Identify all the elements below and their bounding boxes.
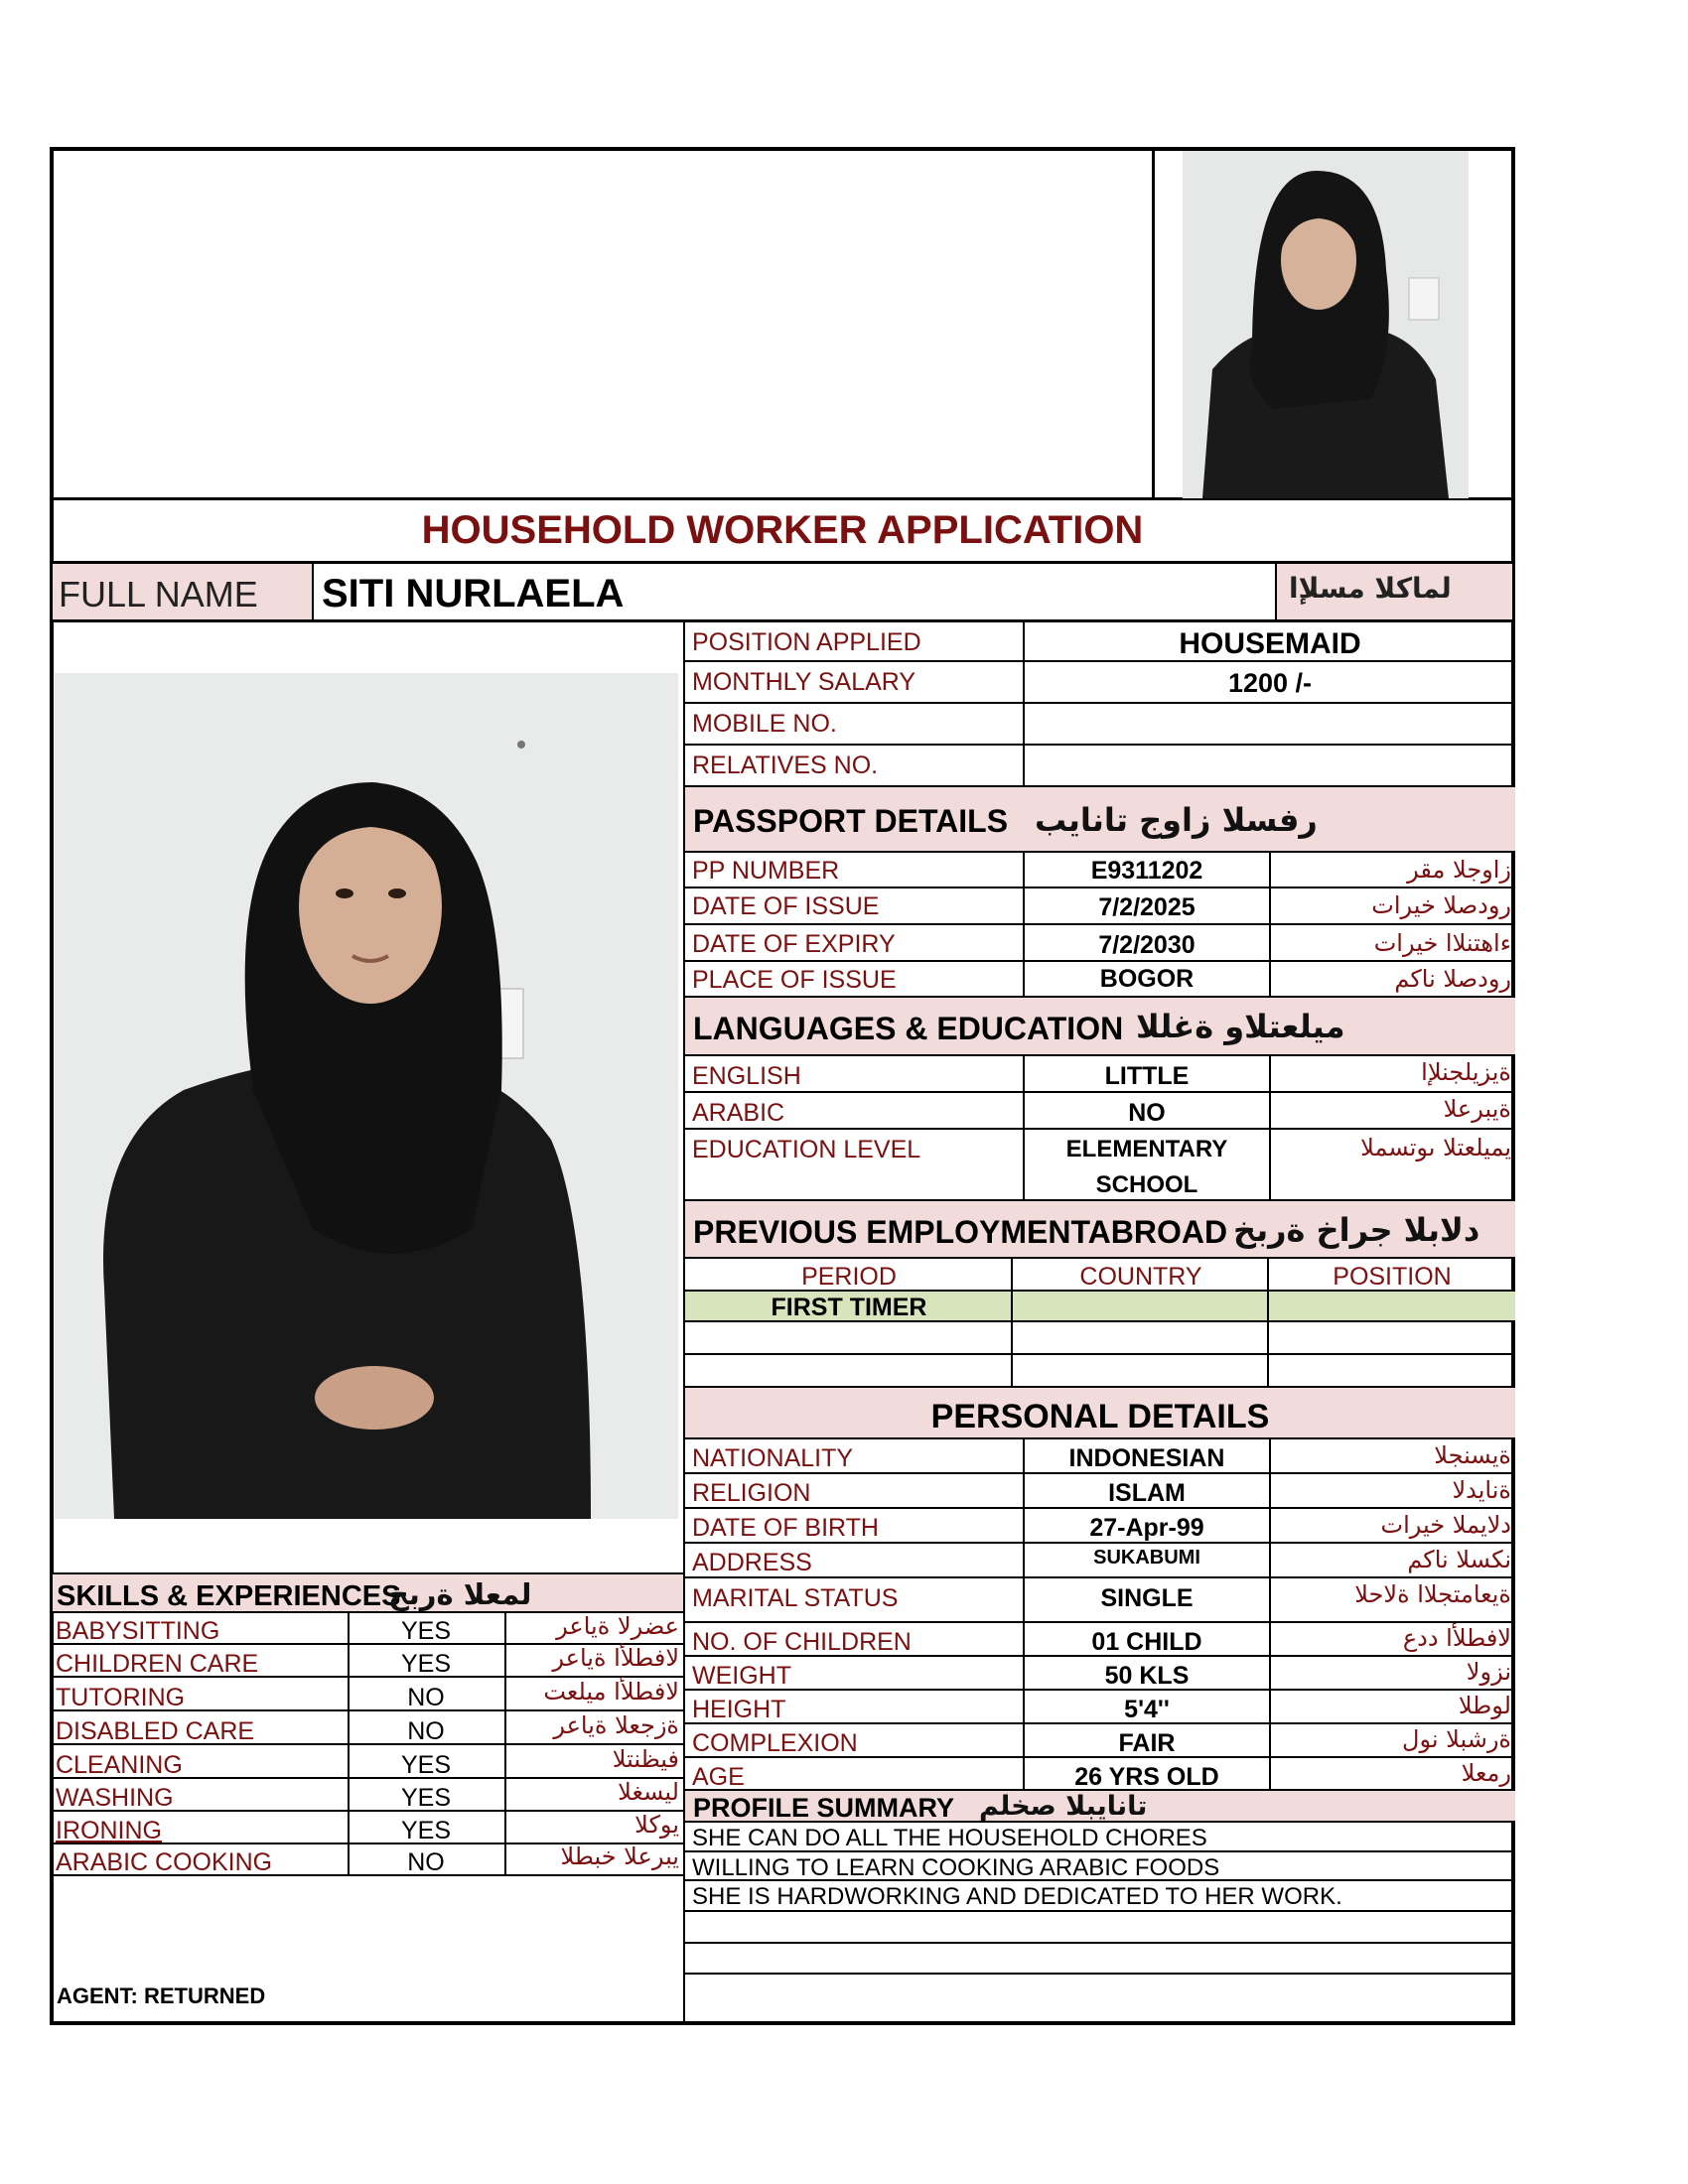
employment-period-1: FIRST TIMER — [771, 1294, 927, 1321]
education-level-label: EDUCATION LEVEL — [692, 1136, 921, 1163]
monthly-salary-value: 1200 /- — [1227, 668, 1313, 698]
complexion-value: FAIR — [1118, 1729, 1176, 1757]
complexion-label: COMPLEXION — [692, 1729, 858, 1757]
tutoring-label: TUTORING — [56, 1684, 186, 1711]
profile-title: PROFILE SUMMARY — [693, 1793, 954, 1823]
place-of-issue-value: BOGOR — [1099, 965, 1195, 993]
full-name-arabic: لماكلا مسلإا — [1289, 572, 1452, 605]
english-value: LITTLE — [1104, 1062, 1190, 1090]
monthly-salary-label: MONTHLY SALARY — [692, 668, 916, 696]
position-applied-value: HOUSEMAID — [1179, 627, 1361, 660]
age-arabic: رمعلا — [1461, 1759, 1511, 1787]
date-of-expiry-value: 7/2/2030 — [1098, 931, 1196, 959]
form-title-row — [50, 499, 1515, 561]
address-arabic: نكسلا ناكم — [1407, 1546, 1511, 1573]
date-of-issue-label: DATE OF ISSUE — [692, 892, 880, 920]
arabic-language-arabic: ةيبرعلا — [1443, 1095, 1511, 1123]
languages-header — [685, 998, 1515, 1056]
ironing-value: YES — [400, 1817, 452, 1844]
date-of-issue-arabic: رودصلا خيرات — [1371, 891, 1511, 919]
tutoring-value: NO — [407, 1684, 445, 1711]
religion-arabic: ةنايدلا — [1452, 1476, 1511, 1504]
portrait-photo-small — [1183, 151, 1469, 498]
skills-header — [53, 1572, 683, 1613]
form-title: HOUSEHOLD WORKER APPLICATION — [421, 508, 1144, 552]
date-of-issue-value: 7/2/2025 — [1098, 893, 1196, 921]
weight-value: 50 KLS — [1104, 1662, 1190, 1690]
personal-title: PERSONAL DETAILS — [930, 1398, 1270, 1435]
cleaning-label: CLEANING — [56, 1751, 183, 1779]
education-level-value: ELEMENTARY SCHOOL — [1065, 1136, 1228, 1198]
marital-status-arabic: ةيعامتجلاا ةلاحلا — [1354, 1580, 1511, 1608]
place-of-issue-label: PLACE OF ISSUE — [692, 966, 897, 994]
babysitting-value: YES — [400, 1617, 452, 1645]
weight-arabic: نزولا — [1466, 1658, 1511, 1686]
skills-title: SKILLS & EXPERIENCES — [57, 1580, 401, 1612]
languages-title: LANGUAGES & EDUCATION — [693, 1011, 1124, 1046]
no-of-children-value: 01 CHILD — [1091, 1628, 1202, 1656]
nationality-arabic: ةيسنجلا — [1434, 1441, 1511, 1469]
religion-label: RELIGION — [692, 1479, 811, 1507]
arabic-cooking-arabic: يبرعلا خبطلا — [560, 1843, 679, 1870]
children-care-label: CHILDREN CARE — [56, 1650, 259, 1678]
date-of-birth-label: DATE OF BIRTH — [692, 1514, 879, 1542]
employment-title: PREVIOUS EMPLOYMENTABROAD — [693, 1214, 1228, 1250]
cleaning-value: YES — [400, 1751, 452, 1779]
nationality-label: NATIONALITY — [692, 1444, 854, 1472]
pp-number-value: E9311202 — [1090, 857, 1203, 885]
skills-arabic: لمعلا ةربخ — [388, 1577, 532, 1611]
weight-label: WEIGHT — [692, 1662, 791, 1690]
pp-number-label: PP NUMBER — [692, 857, 840, 885]
english-label: ENGLISH — [692, 1062, 801, 1090]
marital-status-value: SINGLE — [1100, 1584, 1194, 1612]
age-label: AGE — [692, 1763, 745, 1791]
full-name-value: SITI NURLAELA — [322, 572, 625, 615]
washing-label: WASHING — [56, 1784, 174, 1812]
full-name-label: FULL NAME — [59, 574, 258, 614]
religion-value: ISLAM — [1108, 1479, 1186, 1507]
employment-header-position: POSITION — [1333, 1263, 1452, 1291]
complexion-arabic: ةرشبلا نول — [1402, 1725, 1511, 1753]
profile-line-2: WILLING TO LEARN COOKING ARABIC FOODS — [692, 1854, 1220, 1881]
no-of-children-arabic: لافطلأا ددع — [1402, 1624, 1511, 1652]
employment-arabic: دلابلا جراخ ةربخ — [1233, 1211, 1480, 1249]
mobile-no-label: MOBILE NO. — [692, 710, 837, 738]
disabled-care-label: DISABLED CARE — [56, 1717, 255, 1745]
english-arabic: ةيزيلجنلإا — [1421, 1058, 1511, 1086]
profile-arabic: تانايبلا صخلم — [979, 1791, 1148, 1822]
arabic-language-label: ARABIC — [692, 1099, 785, 1127]
tutoring-arabic: لافطلأا ميلعت — [543, 1678, 679, 1706]
address-label: ADDRESS — [692, 1549, 812, 1576]
cleaning-arabic: فيظنتلا — [612, 1745, 679, 1773]
employment-header — [685, 1201, 1515, 1259]
place-of-issue-arabic: رودصلا ناكم — [1394, 965, 1511, 993]
passport-arabic: رفسلا زاوج تانايب — [1035, 801, 1318, 839]
disabled-care-value: NO — [407, 1717, 445, 1745]
full-name-arabic-cell — [1277, 564, 1512, 619]
education-level-arabic: يميلعتلا ىوتسملا — [1360, 1134, 1511, 1161]
profile-header — [685, 1791, 1515, 1823]
height-value: 5'4'' — [1124, 1696, 1170, 1723]
full-name-label-cell — [53, 564, 312, 619]
age-value: 26 YRS OLD — [1074, 1763, 1219, 1791]
children-care-value: YES — [400, 1650, 452, 1678]
disabled-care-arabic: ةزجعلا ةياعر — [553, 1711, 679, 1739]
table-row — [685, 1355, 1515, 1388]
photo-box-divider — [1152, 147, 1155, 499]
employment-header-country: COUNTRY — [1079, 1263, 1202, 1291]
table-row — [685, 1322, 1515, 1355]
arabic-cooking-value: NO — [407, 1848, 445, 1876]
ironing-arabic: يوكلا — [634, 1811, 679, 1839]
washing-value: YES — [400, 1784, 452, 1812]
address-value: SUKABUMI — [1093, 1547, 1200, 1569]
date-of-expiry-arabic: ءاهتنلاا خيرات — [1373, 929, 1511, 957]
height-label: HEIGHT — [692, 1696, 786, 1723]
profile-line-3: SHE IS HARDWORKING AND DEDICATED TO HER WORK. — [692, 1883, 1342, 1910]
passport-title: PASSPORT DETAILS — [693, 803, 1009, 839]
date-of-birth-arabic: دلايملا خيرات — [1380, 1511, 1511, 1539]
ironing-label: IRONING — [56, 1817, 162, 1844]
employment-header-period: PERIOD — [801, 1263, 897, 1291]
nationality-value: INDONESIAN — [1068, 1444, 1225, 1472]
babysitting-arabic: عضرلا ةياعر — [556, 1612, 679, 1640]
position-applied-label: POSITION APPLIED — [692, 628, 921, 656]
pp-number-arabic: زاوجلا مقر — [1407, 856, 1511, 884]
relatives-no-label: RELATIVES NO. — [692, 751, 879, 779]
arabic-cooking-label: ARABIC COOKING — [56, 1848, 273, 1876]
arabic-language-value: NO — [1128, 1099, 1166, 1127]
date-of-expiry-label: DATE OF EXPIRY — [692, 930, 896, 958]
no-of-children-label: NO. OF CHILDREN — [692, 1628, 912, 1656]
profile-line-1: SHE CAN DO ALL THE HOUSEHOLD CHORES — [692, 1825, 1207, 1851]
marital-status-label: MARITAL STATUS — [692, 1584, 899, 1612]
agent-label: AGENT: RETURNED — [57, 1983, 266, 2008]
passport-header — [685, 787, 1515, 853]
date-of-birth-value: 27-Apr-99 — [1089, 1514, 1204, 1542]
personal-header — [685, 1388, 1515, 1439]
height-arabic: لوطلا — [1458, 1692, 1511, 1719]
children-care-arabic: لافطلأا ةياعر — [552, 1644, 679, 1672]
babysitting-label: BABYSITTING — [56, 1617, 220, 1645]
languages-arabic: ميلعتلاو ةغللا — [1136, 1008, 1345, 1045]
full-body-photo — [55, 673, 678, 1519]
washing-arabic: ليسغلا — [618, 1778, 679, 1806]
